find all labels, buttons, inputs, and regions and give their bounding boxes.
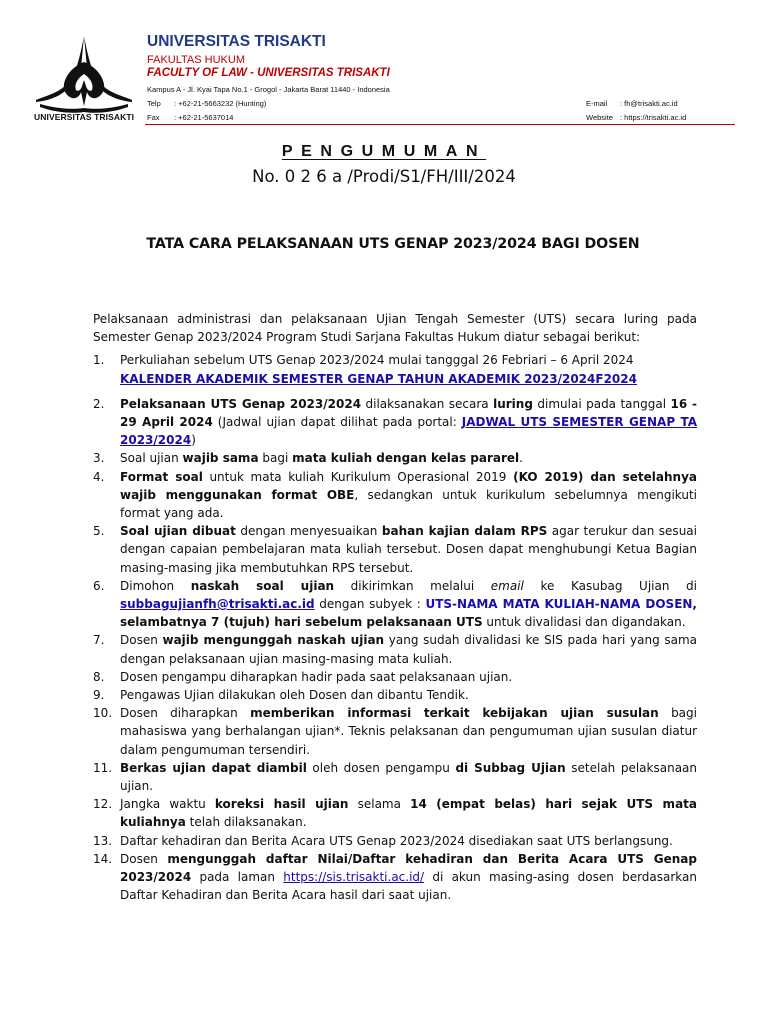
item-text: (Jadwal ujian dapat dilihat pada portal: [212, 415, 462, 430]
item-number: 6. [93, 578, 105, 593]
item-number: 13. [93, 833, 113, 848]
item-text: untuk mata kuliah Kurikulum Operasional 2019 [202, 469, 514, 484]
announcement-number: No. 0 2 6 a /Prodi/S1/FH/III/2024 [252, 167, 516, 186]
item-number: 10. [93, 706, 113, 721]
item-text: dilaksanakan secara [361, 396, 494, 411]
website-value: : https://trisakti.ac.id [620, 113, 687, 122]
item-number: 3. [93, 451, 105, 466]
item-text: dengan subyek : [314, 597, 426, 612]
item-text: di akun masing-asing dosen berdasarkan Daftar Kehadiran dan Berita Acara hasil dari saat ujian. [120, 870, 697, 903]
item-text: Dosen [120, 851, 168, 866]
item-text-bold: di Subbag Ujian [455, 760, 566, 775]
item-number: 14. [93, 851, 113, 866]
item-text: pada laman [191, 870, 284, 885]
item-text: Jangka waktu [120, 797, 215, 812]
telp-value: : +62-21-5663232 (Hunting) [174, 99, 267, 108]
item-text: dikirimkan melalui [334, 578, 491, 593]
item-text: telah dilaksanakan. [185, 815, 307, 830]
item-text: Dosen diharapkan [120, 706, 251, 721]
header-divider [145, 124, 735, 125]
item-text: Soal ujian [120, 451, 183, 466]
website-label: Website [586, 113, 613, 122]
item-number: 5. [93, 524, 105, 539]
item-text-bold: (KO 2019) dan setelahnya wajib menggunakan format OBE [120, 469, 697, 502]
item-number: 12. [93, 797, 113, 812]
item-text: selama [348, 797, 411, 812]
item-text-bold: 14 (empat belas) hari sejak UTS mata kuliahnya [120, 797, 697, 830]
item-text: ke Kasubag Ujian di [523, 578, 697, 593]
email-label: E-mail [586, 99, 608, 108]
faculty-name-english: FACULTY OF LAW - UNIVERSITAS TRISAKTI [147, 67, 390, 79]
exam-email-link[interactable]: subbagujianfh@trisakti.ac.id [120, 597, 315, 612]
item-text: bagi [258, 451, 293, 466]
item-text-bold: wajib sama [182, 451, 259, 466]
item-text-bold: bahan kajian dalam RPS [381, 524, 548, 539]
item-text: bagi mahasiswa yang berhalangan ujian*. Teknis pelaksanan dan pengumuman ujian susulan diatur dalam pengumuman tersendiri. [120, 706, 697, 757]
item-text-bold: Pelaksanaan UTS Genap 2023/2024 [120, 396, 362, 411]
item-text: dimulai pada tanggal [532, 396, 671, 411]
item-number: 9. [93, 688, 105, 703]
trisakti-logo-icon [34, 34, 134, 114]
item-text: Pengawas Ujian dilakukan oleh Dosen dan dibantu Tendik. [120, 688, 469, 703]
item-text-bold: koreksi hasil ujian [214, 797, 349, 812]
document-title: TATA CARA PELAKSANAAN UTS GENAP 2023/2024 BAGI DOSEN [146, 236, 640, 252]
item-text-bold: mengunggah daftar Nilai/Daftar kehadiran dan Berita Acara UTS Genap 2023/2024 [120, 851, 697, 885]
list-item [93, 686, 697, 704]
list-item [93, 395, 697, 450]
email-value: : fh@trisakti.ac.id [620, 99, 678, 108]
item-text: setelah pelaksanaan ujian. [120, 760, 698, 794]
logo-caption: UNIVERSITAS TRISAKTI [34, 112, 135, 122]
list-item [93, 351, 697, 387]
document-body [93, 310, 697, 905]
item-number: 11. [93, 760, 113, 775]
university-name: UNIVERSITAS TRISAKTI [147, 33, 326, 50]
item-text: agar terukur dan sesuai dengan capaian pembelajaran mata kuliah tersebut. Dosen dapat menghubungi Ketua Bagian masing-masing jika membutuhkan RPS tersebut. [120, 524, 697, 575]
item-number: 7. [93, 633, 105, 648]
item-number: 8. [93, 669, 105, 684]
list-item [93, 850, 697, 905]
item-text-bold: Soal ujian dibuat [120, 524, 236, 539]
fax-value: : +62-21-5637014 [174, 113, 234, 122]
address: Kampus A - Jl. Kyai Tapa No.1 - Grogol - Jakarta Barat 11440 - Indonesia [147, 85, 390, 94]
list-item [93, 449, 697, 467]
item-text: ) [191, 433, 196, 448]
item-number: 1. [93, 353, 105, 368]
item-text: oleh dosen pengampu [306, 760, 456, 775]
email-subject-format: UTS-NAMA MATA KULIAH-NAMA DOSEN, [425, 597, 697, 612]
fax-label: Fax [147, 113, 160, 122]
exam-schedule-link[interactable]: JADWAL UTS SEMESTER GENAP TA 2023/2024 [120, 415, 697, 448]
sis-portal-link[interactable]: https://sis.trisakti.ac.id/ [283, 870, 425, 885]
list-item [93, 795, 697, 831]
item-text: Dosen [120, 633, 163, 648]
list-item [93, 832, 697, 850]
list-item [93, 522, 697, 577]
list-item [93, 759, 697, 795]
academic-calendar-link[interactable]: KALENDER AKADEMIK SEMESTER GENAP TAHUN AKADEMIK 2023/2024F2024 [120, 371, 637, 386]
item-text: untuk divalidasi dan digandakan. [482, 615, 686, 630]
item-text: Dimohon [120, 578, 191, 593]
list-item [93, 704, 697, 759]
telp-label: Telp [147, 99, 161, 108]
item-number: 4. [93, 469, 105, 484]
item-text-bold: Berkas ujian dapat diambil [120, 760, 307, 775]
item-text-bold: selambatnya 7 (tujuh) hari sebelum pelaksanaan UTS [120, 615, 483, 630]
item-text-bold: mata kuliah dengan kelas pararel [292, 451, 520, 466]
item-text-italic: email [490, 578, 524, 593]
item-text-bold: naskah soal ujian [190, 578, 335, 593]
item-text-bold: memberikan informasi terkait kebijakan ujian susulan [250, 706, 659, 721]
item-text: yang sudah divalidasi ke SIS pada hari yang sama dengan pelaksanaan ujian masing-masing mata kuliah. [120, 633, 698, 666]
item-text: , sedangkan untuk kurikulum sebelumnya mengikuti format yang ada. [120, 487, 698, 521]
item-text-bold: 16 - 29 April 2024 [120, 396, 698, 430]
item-number: 2. [93, 396, 105, 411]
item-text-bold: Format soal [120, 469, 203, 484]
item-text: Perkuliahan sebelum UTS Genap 2023/2024 mulai tangggal 26 Febriari – 6 April 2024 [120, 353, 634, 368]
instruction-list [93, 351, 697, 904]
item-text-bold: wajib mengunggah naskah ujian [162, 633, 385, 648]
item-text: Dosen pengampu diharapkan hadir pada saat pelaksanaan ujian. [120, 669, 513, 684]
list-item [93, 468, 697, 523]
item-text: . [519, 451, 523, 466]
faculty-name: FAKULTAS HUKUM [147, 54, 245, 66]
list-item [93, 577, 697, 632]
item-text: Daftar kehadiran dan Berita Acara UTS Genap 2023/2024 disediakan saat UTS berlangsung. [120, 833, 673, 848]
announcement-heading: PENGUMUMAN [281, 143, 487, 160]
item-text: dengan menyesuaikan [235, 524, 382, 539]
intro-paragraph: Pelaksanaan administrasi dan pelaksanaan Ujian Tengah Semester (UTS) secara luring pada Semester Genap 2023/2024 Program Studi Sarjana Fakultas Hukum diatur sebagai berikut: [93, 312, 697, 345]
list-item [93, 631, 697, 667]
item-text-bold: luring [493, 396, 533, 411]
list-item [93, 668, 697, 686]
